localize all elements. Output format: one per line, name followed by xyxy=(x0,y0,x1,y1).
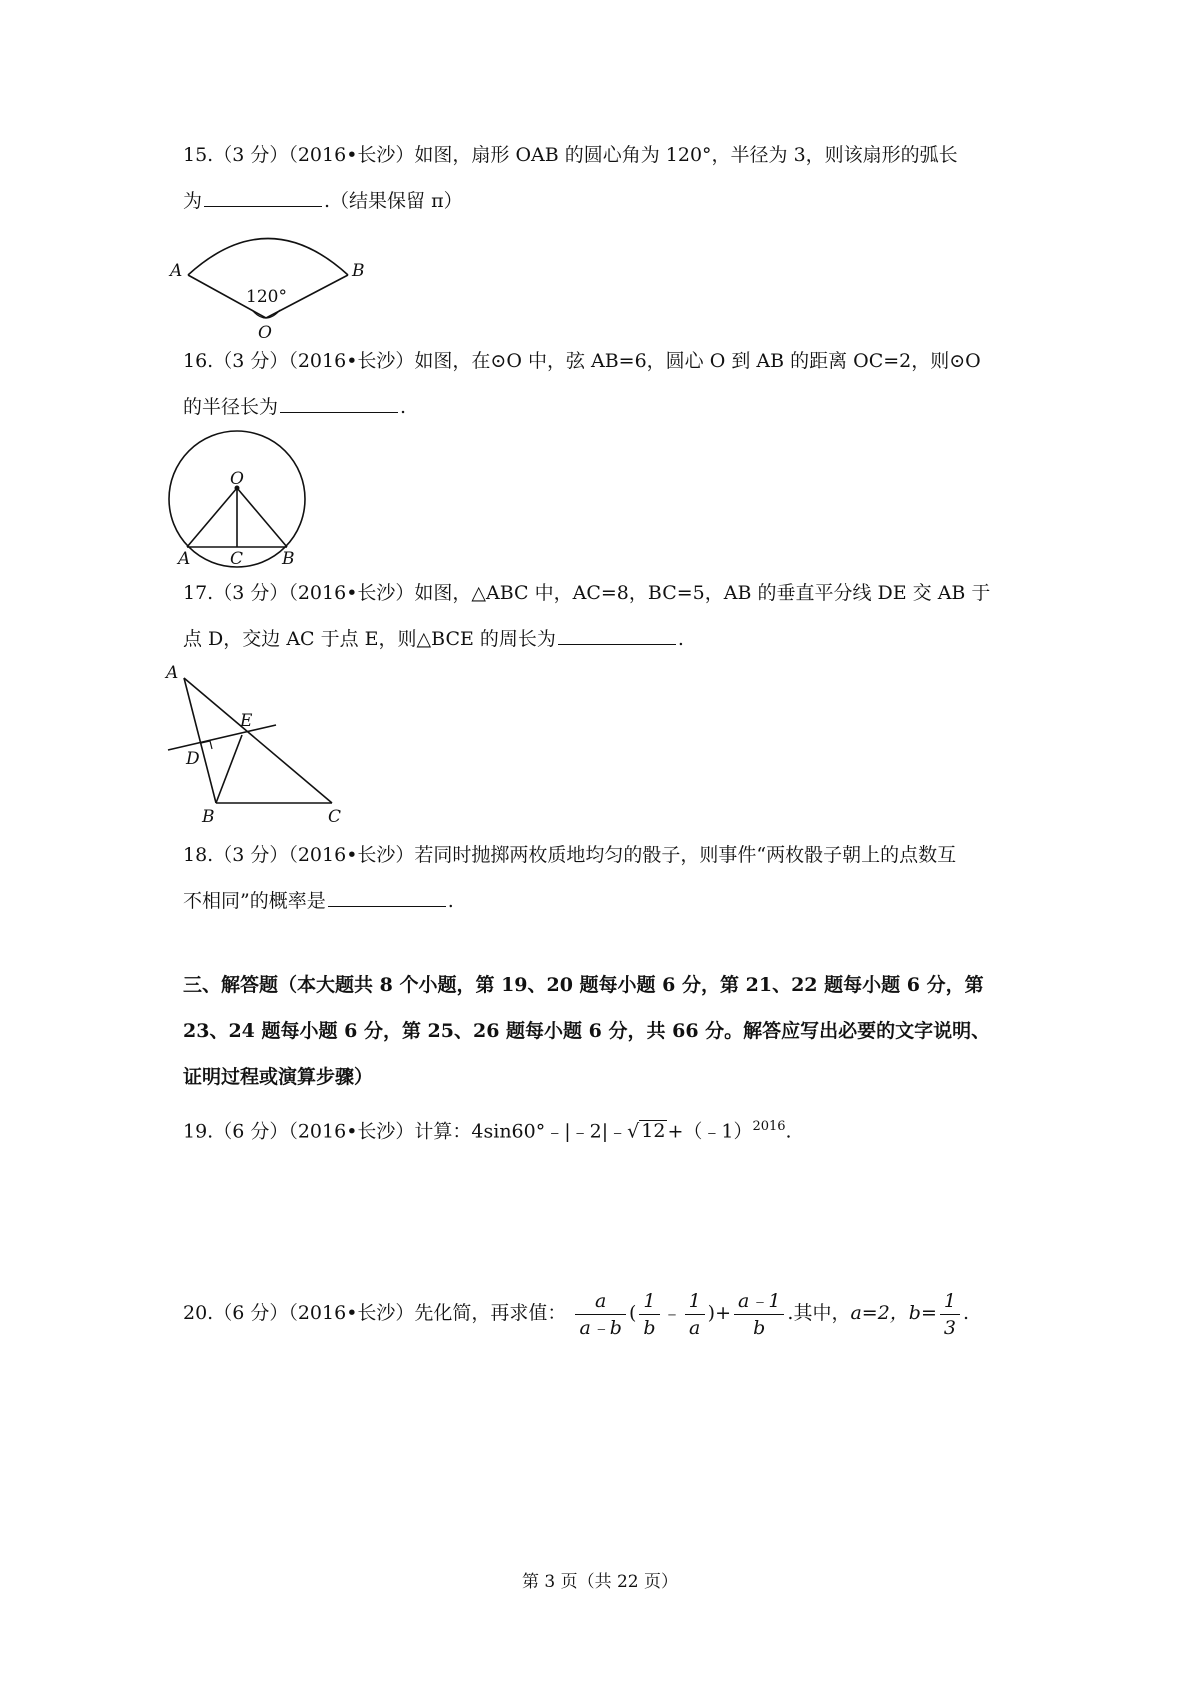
sector-arc xyxy=(188,239,348,276)
q17-answer-blank xyxy=(558,626,676,645)
q20-fraction-4 xyxy=(734,1288,784,1341)
frac5-numerator: 1 xyxy=(940,1288,960,1315)
q16-line2-suffix: . xyxy=(400,396,407,418)
angle-mark xyxy=(252,310,280,318)
label-a: A xyxy=(166,663,179,683)
q19-line xyxy=(183,1114,792,1144)
segment-oa xyxy=(187,488,237,547)
q20-fraction-3 xyxy=(685,1288,705,1341)
q16-circle-figure xyxy=(168,430,318,570)
segment-ob xyxy=(237,488,287,547)
q18-line2 xyxy=(183,888,454,914)
q17-triangle-figure xyxy=(166,660,356,830)
q17-line2 xyxy=(183,626,684,652)
page-footer: 第 3 页（共 22 页） xyxy=(521,1572,679,1592)
q16-line2-prefix: 的半径长为 xyxy=(183,396,279,418)
q19-sqrt-value: 12 xyxy=(641,1120,666,1143)
q15-line2 xyxy=(183,188,463,214)
label-b: B xyxy=(202,807,215,827)
label-a: A xyxy=(170,261,183,281)
label-c: C xyxy=(230,549,244,569)
q16-line2 xyxy=(183,394,406,420)
frac4-numerator: a﹣1 xyxy=(734,1288,784,1315)
perpendicular-bisector-de xyxy=(168,725,276,750)
frac2-numerator: 1 xyxy=(639,1288,659,1315)
label-o: O xyxy=(230,469,244,489)
q19-prefix: 19.（6 分）（2016•长沙）计算：4sin60°﹣|﹣2|﹣ xyxy=(183,1120,628,1143)
label-b: B xyxy=(352,261,365,281)
sqrt-sign: √ xyxy=(627,1120,640,1143)
label-a: A xyxy=(178,549,191,569)
close-paren-plus: )+ xyxy=(707,1302,731,1324)
label-o: O xyxy=(258,323,272,343)
frac4-denominator: b xyxy=(753,1316,766,1339)
section3-heading-line1: 三、解答题（本大题共 8 个小题，第 19、20 题每小题 6 分，第 21、22 题每小题 6 分，第 xyxy=(183,974,984,996)
label-e: E xyxy=(240,711,253,731)
q19-end: . xyxy=(785,1120,792,1143)
label-b: B xyxy=(282,549,295,569)
q18-line2-suffix: . xyxy=(447,890,454,912)
q17-line2-suffix: . xyxy=(677,628,684,650)
q18-answer-blank xyxy=(328,888,446,907)
q20-mid-text: .其中， xyxy=(787,1302,851,1324)
frac1-numerator: a xyxy=(575,1288,626,1315)
q20-end: . xyxy=(962,1302,970,1324)
q19-exponent: 2016 xyxy=(752,1119,786,1134)
q20-line xyxy=(183,1284,969,1342)
q16-answer-blank xyxy=(280,394,398,413)
q20-fraction-1 xyxy=(575,1288,626,1341)
q17-line1: 17.（3 分）（2016•长沙）如图，△ABC 中，AC=8，BC=5，AB 的垂直平分线 DE 交 AB 于 xyxy=(183,582,991,604)
q15-line2-prefix: 为 xyxy=(183,190,203,212)
q20-fraction-5 xyxy=(940,1288,960,1341)
angle-label: 120° xyxy=(246,287,287,307)
frac3-denominator: a xyxy=(688,1316,701,1339)
q17-line2-prefix: 点 D，交边 AC 于点 E，则△BCE 的周长为 xyxy=(183,628,556,650)
frac5-denominator: 3 xyxy=(943,1316,956,1339)
q18-line2-prefix: 不相同”的概率是 xyxy=(183,890,326,912)
q16-line1: 16.（3 分）（2016•长沙）如图，在⊙O 中，弦 AB=6，圆心 O 到 AB 的距离 OC=2，则⊙O xyxy=(183,350,981,372)
frac2-denominator: b xyxy=(643,1316,656,1339)
q20-values: a=2，b= xyxy=(850,1302,937,1324)
q20-fraction-2 xyxy=(639,1288,659,1341)
q15-answer-blank xyxy=(204,188,322,207)
segment-be xyxy=(216,735,242,803)
section3-heading-line3: 证明过程或演算步骤） xyxy=(183,1066,374,1088)
q19-suffix: +（﹣1） xyxy=(667,1120,753,1143)
q18-line1: 18.（3 分）（2016•长沙）若同时抛掷两枚质地均匀的骰子，则事件“两枚骰子朝上的点数互 xyxy=(183,844,957,866)
frac3-numerator: 1 xyxy=(685,1288,705,1315)
frac1-denominator: a﹣b xyxy=(579,1316,622,1339)
open-paren: ( xyxy=(628,1302,637,1324)
q15-line1: 15.（3 分）（2016•长沙）如图，扇形 OAB 的圆心角为 120°，半径为 3，则该扇形的弧长 xyxy=(183,144,958,166)
q15-line2-suffix: .（结果保留 π） xyxy=(324,190,463,212)
q20-prefix: 20.（6 分）（2016•长沙）先化简，再求值： xyxy=(183,1302,567,1324)
section3-heading-line2: 23、24 题每小题 6 分，第 25、26 题每小题 6 分，共 66 分。解答应写出必要的文字说明、 xyxy=(183,1020,991,1042)
q15-sector-figure xyxy=(168,220,378,345)
minus-sign: ﹣ xyxy=(662,1302,682,1324)
label-d: D xyxy=(186,749,200,769)
label-c: C xyxy=(328,807,342,827)
